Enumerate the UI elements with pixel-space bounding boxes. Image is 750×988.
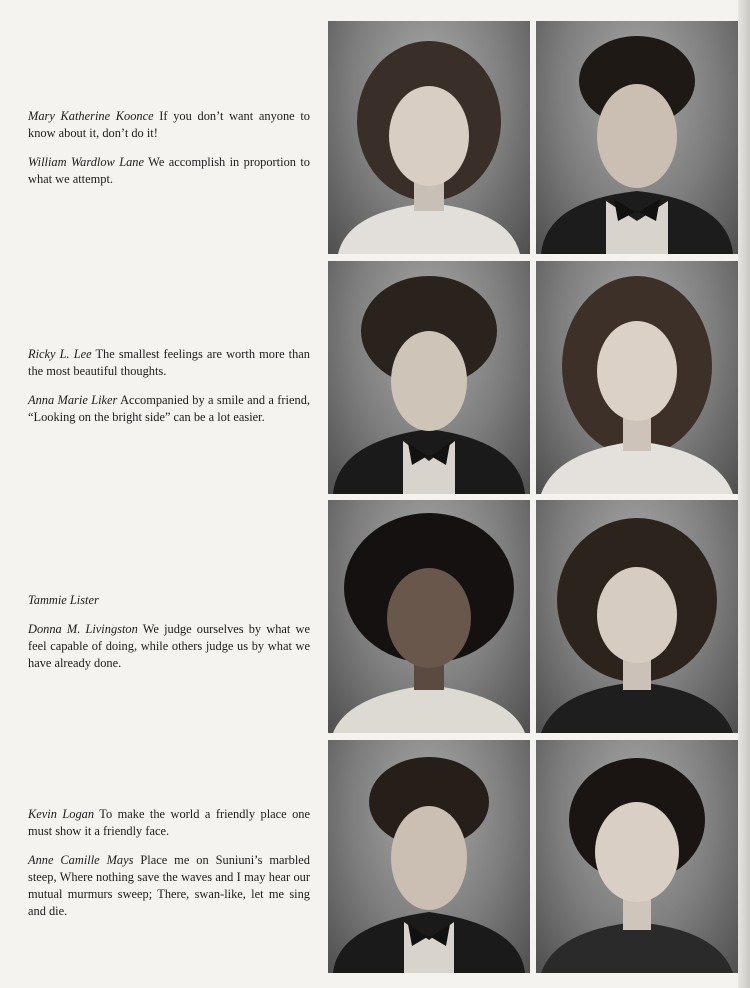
caption-group-3 <box>28 592 310 684</box>
student-quote: If you don’t want anyone to know about it, don’t do it! <box>28 109 310 140</box>
caption-group-2 <box>28 346 310 438</box>
portrait-photo <box>328 261 530 494</box>
caption-entry <box>28 392 310 426</box>
caption-entry <box>28 592 310 609</box>
caption-entry <box>28 621 310 672</box>
caption-entry <box>28 108 310 142</box>
student-quote: Accompanied by a smile and a friend, “Looking on the bright side” can be a lot easier. <box>28 393 310 424</box>
student-quote: We judge ourselves by what we feel capable of doing, while others judge us by what we have already done. <box>28 622 310 670</box>
student-name: Donna M. Livingston <box>28 622 138 636</box>
portrait-photo <box>328 21 530 254</box>
student-quote: Place me on Suniuni’s marbled steep, Where nothing save the waves and I may hear our mutual murmurs sweep; There, swan-like, let me sing and die. <box>28 853 310 918</box>
caption-group-4 <box>28 806 310 932</box>
student-name: Ricky L. Lee <box>28 347 92 361</box>
student-name: Tammie Lister <box>28 593 99 607</box>
student-name: William Wardlow Lane <box>28 155 144 169</box>
caption-entry <box>28 806 310 840</box>
student-name: Anne Camille Mays <box>28 853 134 867</box>
student-quote: We accomplish in proportion to what we attempt. <box>28 155 311 186</box>
caption-entry <box>28 346 310 380</box>
student-name: Kevin Logan <box>28 807 95 821</box>
student-name: Mary Katherine Koonce <box>28 109 154 123</box>
portrait-photo <box>536 500 738 733</box>
portrait-photo <box>328 740 530 973</box>
page-edge <box>738 0 750 988</box>
portrait-photo <box>328 500 530 733</box>
caption-entry <box>28 852 310 920</box>
student-quote: The smallest feelings are worth more than the most beautiful thoughts. <box>28 347 310 378</box>
portrait-photo <box>536 21 738 254</box>
portrait-photo <box>536 740 738 973</box>
portrait-photo <box>536 261 738 494</box>
student-quote: To make the world a friendly place one must show it a friendly face. <box>28 807 310 838</box>
caption-group-1 <box>28 108 310 200</box>
caption-entry <box>28 154 310 188</box>
student-name: Anna Marie Liker <box>28 393 118 407</box>
